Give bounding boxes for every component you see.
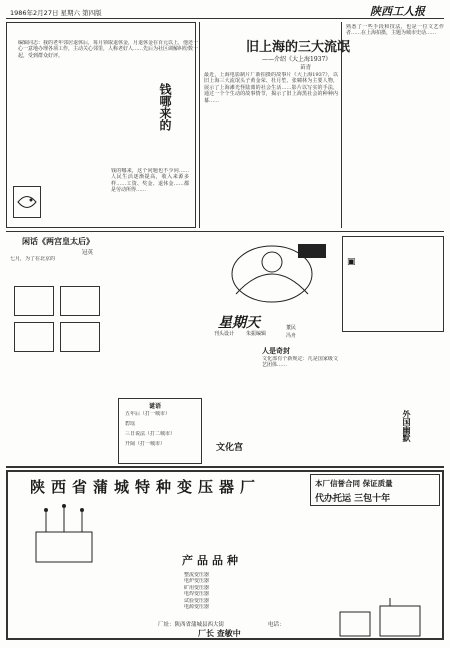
old-shanghai-title: 旧上海的三大流氓 <box>246 40 351 55</box>
ad-address: 厂址：陕西省蒲城县西大街 <box>158 622 225 628</box>
ad-slogan-1: 本厂信誉合同 保证质量 <box>315 479 393 488</box>
ad-director: 厂长 查敏中 <box>198 628 241 638</box>
ad-products-title: 产品品种 <box>182 554 242 567</box>
tv-review-author: 冠英 <box>82 250 94 256</box>
ad-product-item: 电焊变压器 <box>184 591 210 598</box>
comic-panel-4 <box>60 322 100 352</box>
foreign-humor-title: 外国幽默 <box>402 410 412 442</box>
essay-body: 钱的哪来，这个问题也不少问……人民生活逐渐提高，收入来源多样……工资、奖金、退休金……都是劳动所得…… <box>111 168 189 194</box>
masthead-logo: 陕西工人报 <box>370 5 425 18</box>
middle-column-text <box>118 236 202 366</box>
comic-panel-2 <box>60 286 100 316</box>
right-mid-icon: ▣ <box>347 257 356 267</box>
ad-slogan-2: 代办托运 三包十年 <box>315 494 391 504</box>
section-sub4: 冯舟 <box>286 333 297 339</box>
ad-product-item: 电炉变压器 <box>184 578 210 585</box>
comic-panel-1 <box>14 286 54 316</box>
tv-review-title: 闲话《两宫皇太后》 <box>22 237 94 246</box>
transformer-illustration <box>16 502 116 572</box>
ministry-body: 文化部有个新规定：凡是国家级文艺团体…… <box>262 356 338 369</box>
ad-product-item: 矿用变压器 <box>184 584 210 591</box>
section-sub1: 刊头设计 <box>214 331 235 337</box>
riddle-line-1: 五年后（打一城市） <box>125 411 171 417</box>
ad-product-list <box>184 572 294 610</box>
riddle-line-4: 开阔（打一城市） <box>125 441 166 447</box>
riddle-line-2: 碧瑶 <box>125 421 136 427</box>
old-shanghai-body: 最近，上海电影制片厂新拍摄的故事片《大上海1937》，以旧上海三大流氓头子黄金荣、杜月笙、张啸林为主要人物，展示了上海滩光怪陆离的社会生活……影片以写实的手法，通过一个个生动的故事情节，揭示了旧上海黑社会的种种内幕…… <box>204 72 338 104</box>
ad-product-item: 试验变压器 <box>184 597 210 604</box>
divider-h-2 <box>6 466 444 468</box>
ad-phone: 电话： <box>268 622 285 628</box>
ad-product-item: 电源变压器 <box>184 604 210 611</box>
section-sub3: 董民 <box>286 325 297 331</box>
ad-body-right <box>308 512 438 598</box>
old-shanghai-subtitle: ——介绍《大上海1937》 <box>262 56 332 63</box>
ad-product-item: 整流变压器 <box>184 572 210 578</box>
ad-company-name: 陕西省蒲城特种变压器厂 <box>30 478 262 496</box>
right-mid-box <box>342 236 444 332</box>
riddle-box <box>118 398 202 464</box>
riddle-line-3: 三日说法（打二城市） <box>125 431 176 437</box>
ministry-title: 人是奇封 <box>262 347 290 355</box>
ad-body-left <box>16 576 116 636</box>
fish-icon <box>14 187 40 217</box>
letter-illustration <box>13 186 41 218</box>
factory-illustration <box>330 598 440 638</box>
riddle-title: 谜语 <box>149 403 162 410</box>
tv-review-body: 七月，为了在北京的 <box>10 256 56 262</box>
culture-palace-logo: 文化宫 <box>216 443 244 453</box>
comic-panel-3 <box>14 322 54 352</box>
ad-banner <box>6 470 444 640</box>
right-top-body: 熟悉了一些手段和技法，也是一位文艺作者……在上海拍摄，主题为城市史话…… <box>346 24 444 37</box>
section-title: 星期天 <box>218 315 260 331</box>
section-banner <box>206 234 338 342</box>
masthead-date: 1986年2月27日 星期六 第四版 <box>10 9 102 17</box>
divider-v-1 <box>199 22 200 228</box>
divider-h-1 <box>6 231 444 232</box>
masthead-rule <box>6 18 444 19</box>
essay-title: 钱哪来的 <box>158 83 172 131</box>
ad-slogan-box <box>310 474 440 506</box>
old-shanghai-author: 苗青 <box>300 65 312 71</box>
letter-box <box>6 22 196 228</box>
section-sub2: 朱振编辑 <box>246 331 267 337</box>
letter-text: 编辑同志：我的老年邻居退休后，每月领取退休金，月退休金在百元以上，他还一心一意地办理各项工作，主动关心邻里，人称老好人……先后为社区调解纠纷数十起，受到群众好评。 <box>18 40 198 59</box>
